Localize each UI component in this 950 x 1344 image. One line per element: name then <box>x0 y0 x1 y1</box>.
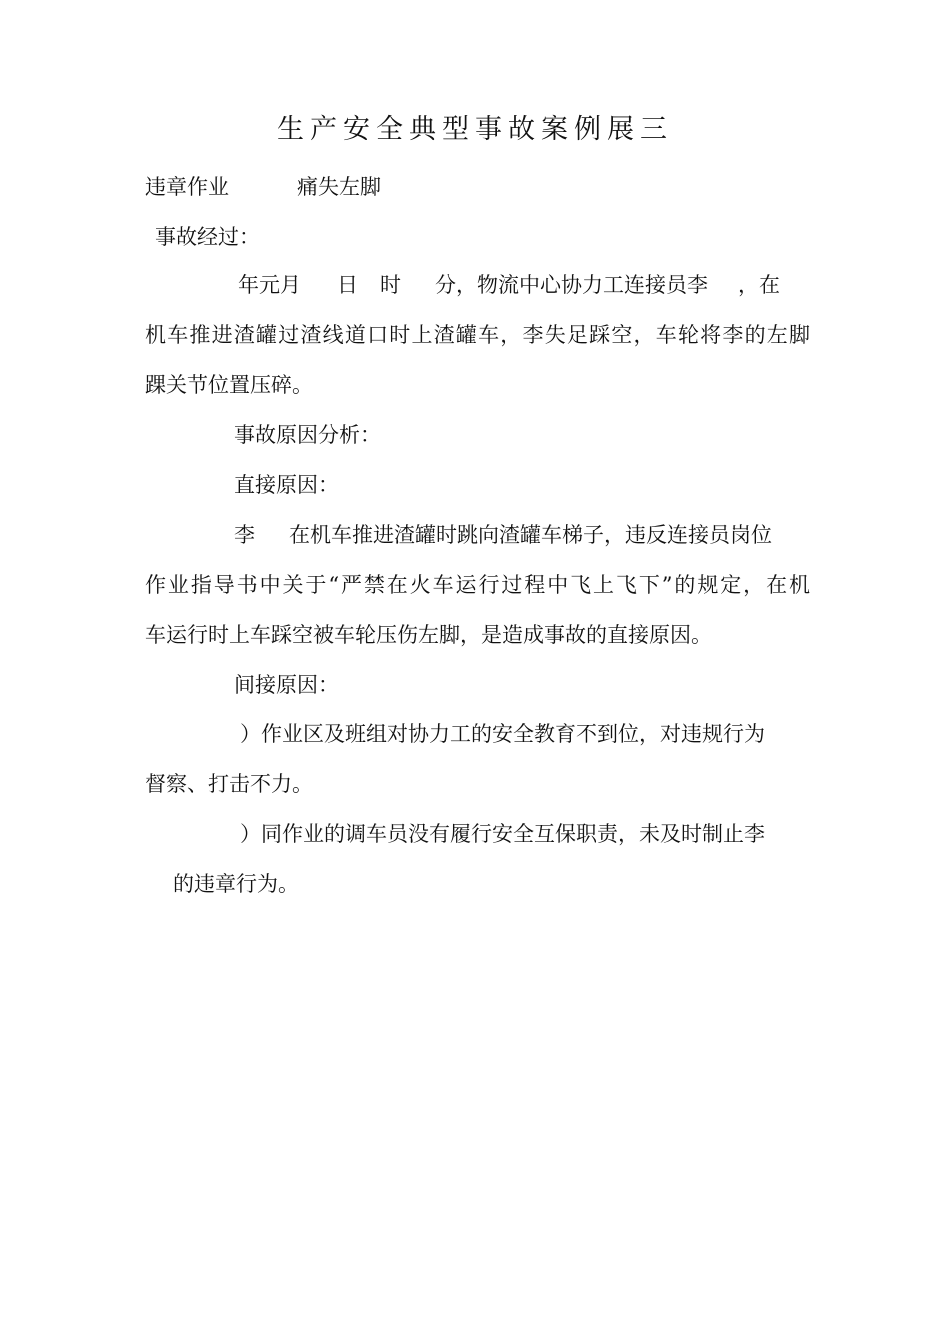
indirect-cause-1-line-1: ）作业区及班组对协力工的安全教育不到位，对违规行为 <box>240 722 765 746</box>
indirect-cause-2-line-1: ）同作业的调车员没有履行安全互保职责，未及时制止李 <box>240 822 765 846</box>
section-analysis-label: 事故原因分析： <box>234 423 381 447</box>
direct-cause-text: 在机车推进渣罐时跳向渣罐车梯子，违反连接员岗位 <box>289 523 772 547</box>
indirect-cause-1-line-2: 督察、打击不力。 <box>145 772 313 796</box>
process-at: ，在 <box>738 273 780 297</box>
direct-cause-line-2: 作业指导书中关于“严禁在火车运行过程中飞上飞下”的规定，在机 <box>145 573 810 597</box>
process-year-month: 年元月 <box>238 273 301 297</box>
heading-line <box>145 175 810 199</box>
direct-cause-person: 李 <box>234 523 255 547</box>
direct-cause-label: 直接原因： <box>234 473 339 497</box>
process-paragraph-line-2: 机车推进渣罐过渣线道口时上渣罐车，李失足踩空，车轮将李的左脚 <box>145 323 810 347</box>
direct-cause-line-3: 车运行时上车踩空被车轮压伤左脚，是造成事故的直接原因。 <box>145 623 712 647</box>
direct-cause-line-1 <box>234 523 804 547</box>
indirect-cause-label: 间接原因： <box>234 673 339 697</box>
heading-right: 痛失左脚 <box>297 175 381 199</box>
section-process-label: 事故经过： <box>155 225 260 249</box>
process-minute-text: 分，物流中心协力工连接员李 <box>435 273 708 297</box>
process-day: 日 <box>337 273 358 297</box>
process-hour: 时 <box>380 273 401 297</box>
indirect-cause-2-line-2: 的违章行为。 <box>173 872 299 896</box>
document-title: 生产安全典型事故案例展三 <box>277 114 673 145</box>
heading-left: 违章作业 <box>145 175 229 199</box>
process-paragraph-line-1 <box>238 273 803 297</box>
process-paragraph-line-3: 踝关节位置压碎。 <box>145 373 313 397</box>
